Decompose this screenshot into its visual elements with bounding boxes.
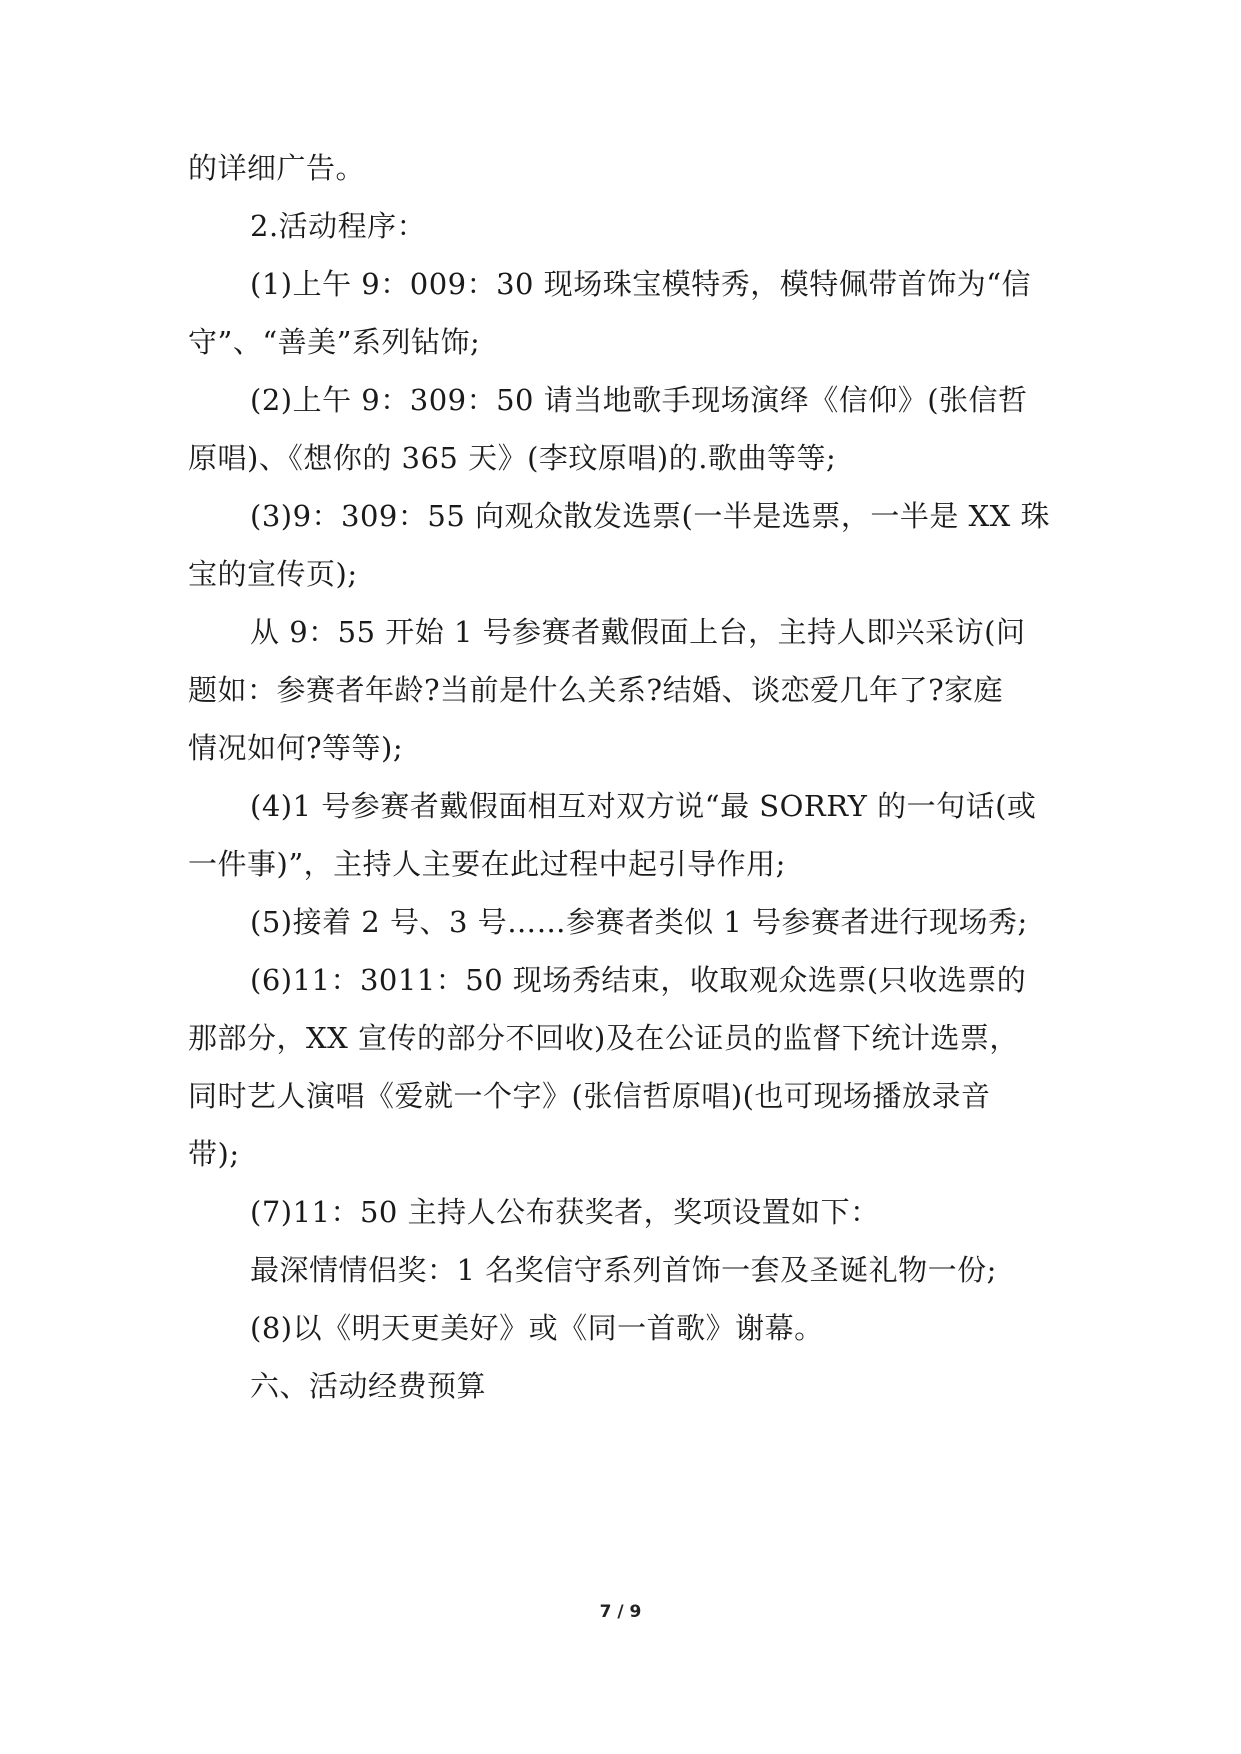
text-line: 的详细广告。 — [188, 151, 366, 185]
text-line: 同时艺人演唱《爱就一个字》(张信哲原唱)(也可现场播放录音 — [188, 1079, 991, 1113]
text-line: 带); — [188, 1137, 240, 1171]
program-item: (6)11：3011：50 现场秀结束，收取观众选票(只收选票的 — [250, 963, 1027, 997]
program-item: (7)11：50 主持人公布获奖者，奖项设置如下： — [250, 1195, 880, 1229]
page-number: 7 / 9 — [599, 1602, 642, 1622]
text-line: 一件事)”，主持人主要在此过程中起引导作用; — [188, 847, 786, 881]
program-item: (5)接着 2 号、3 号……参赛者类似 1 号参赛者进行现场秀; — [250, 905, 1028, 939]
program-item: (4)1 号参赛者戴假面相互对双方说“最 SORRY 的一句话(或 — [250, 789, 1037, 823]
section-heading: 2.活动程序： — [250, 209, 427, 243]
text-line: 守”、“善美”系列钻饰; — [188, 325, 481, 359]
section-heading: 六、活动经费预算 — [250, 1369, 487, 1403]
text-line: 情况如何?等等); — [188, 731, 404, 765]
text-line: 宝的宣传页); — [188, 557, 358, 591]
program-item: (3)9：309：55 向观众散发选票(一半是选票，一半是 XX 珠 — [250, 499, 1051, 533]
text-line: 那部分，XX 宣传的部分不回收)及在公证员的监督下统计选票， — [188, 1021, 1019, 1055]
text-line: 从 9：55 开始 1 号参赛者戴假面上台，主持人即兴采访(问 — [250, 615, 1026, 649]
text-line: 题如：参赛者年龄?当前是什么关系?结婚、谈恋爱几年了?家庭 — [188, 673, 1004, 707]
program-item: (2)上午 9：309：50 请当地歌手现场演绎《信仰》(张信哲 — [250, 383, 1028, 417]
text-line: 原唱)、《想你的 365 天》(李玟原唱)的.歌曲等等; — [188, 441, 837, 475]
program-item: (1)上午 9：009：30 现场珠宝模特秀，模特佩带首饰为“信 — [250, 267, 1032, 301]
award-line: 最深情情侣奖：1 名奖信守系列首饰一套及圣诞礼物一份; — [250, 1253, 997, 1287]
program-item: (8)以《明天更美好》或《同一首歌》谢幕。 — [250, 1311, 824, 1345]
